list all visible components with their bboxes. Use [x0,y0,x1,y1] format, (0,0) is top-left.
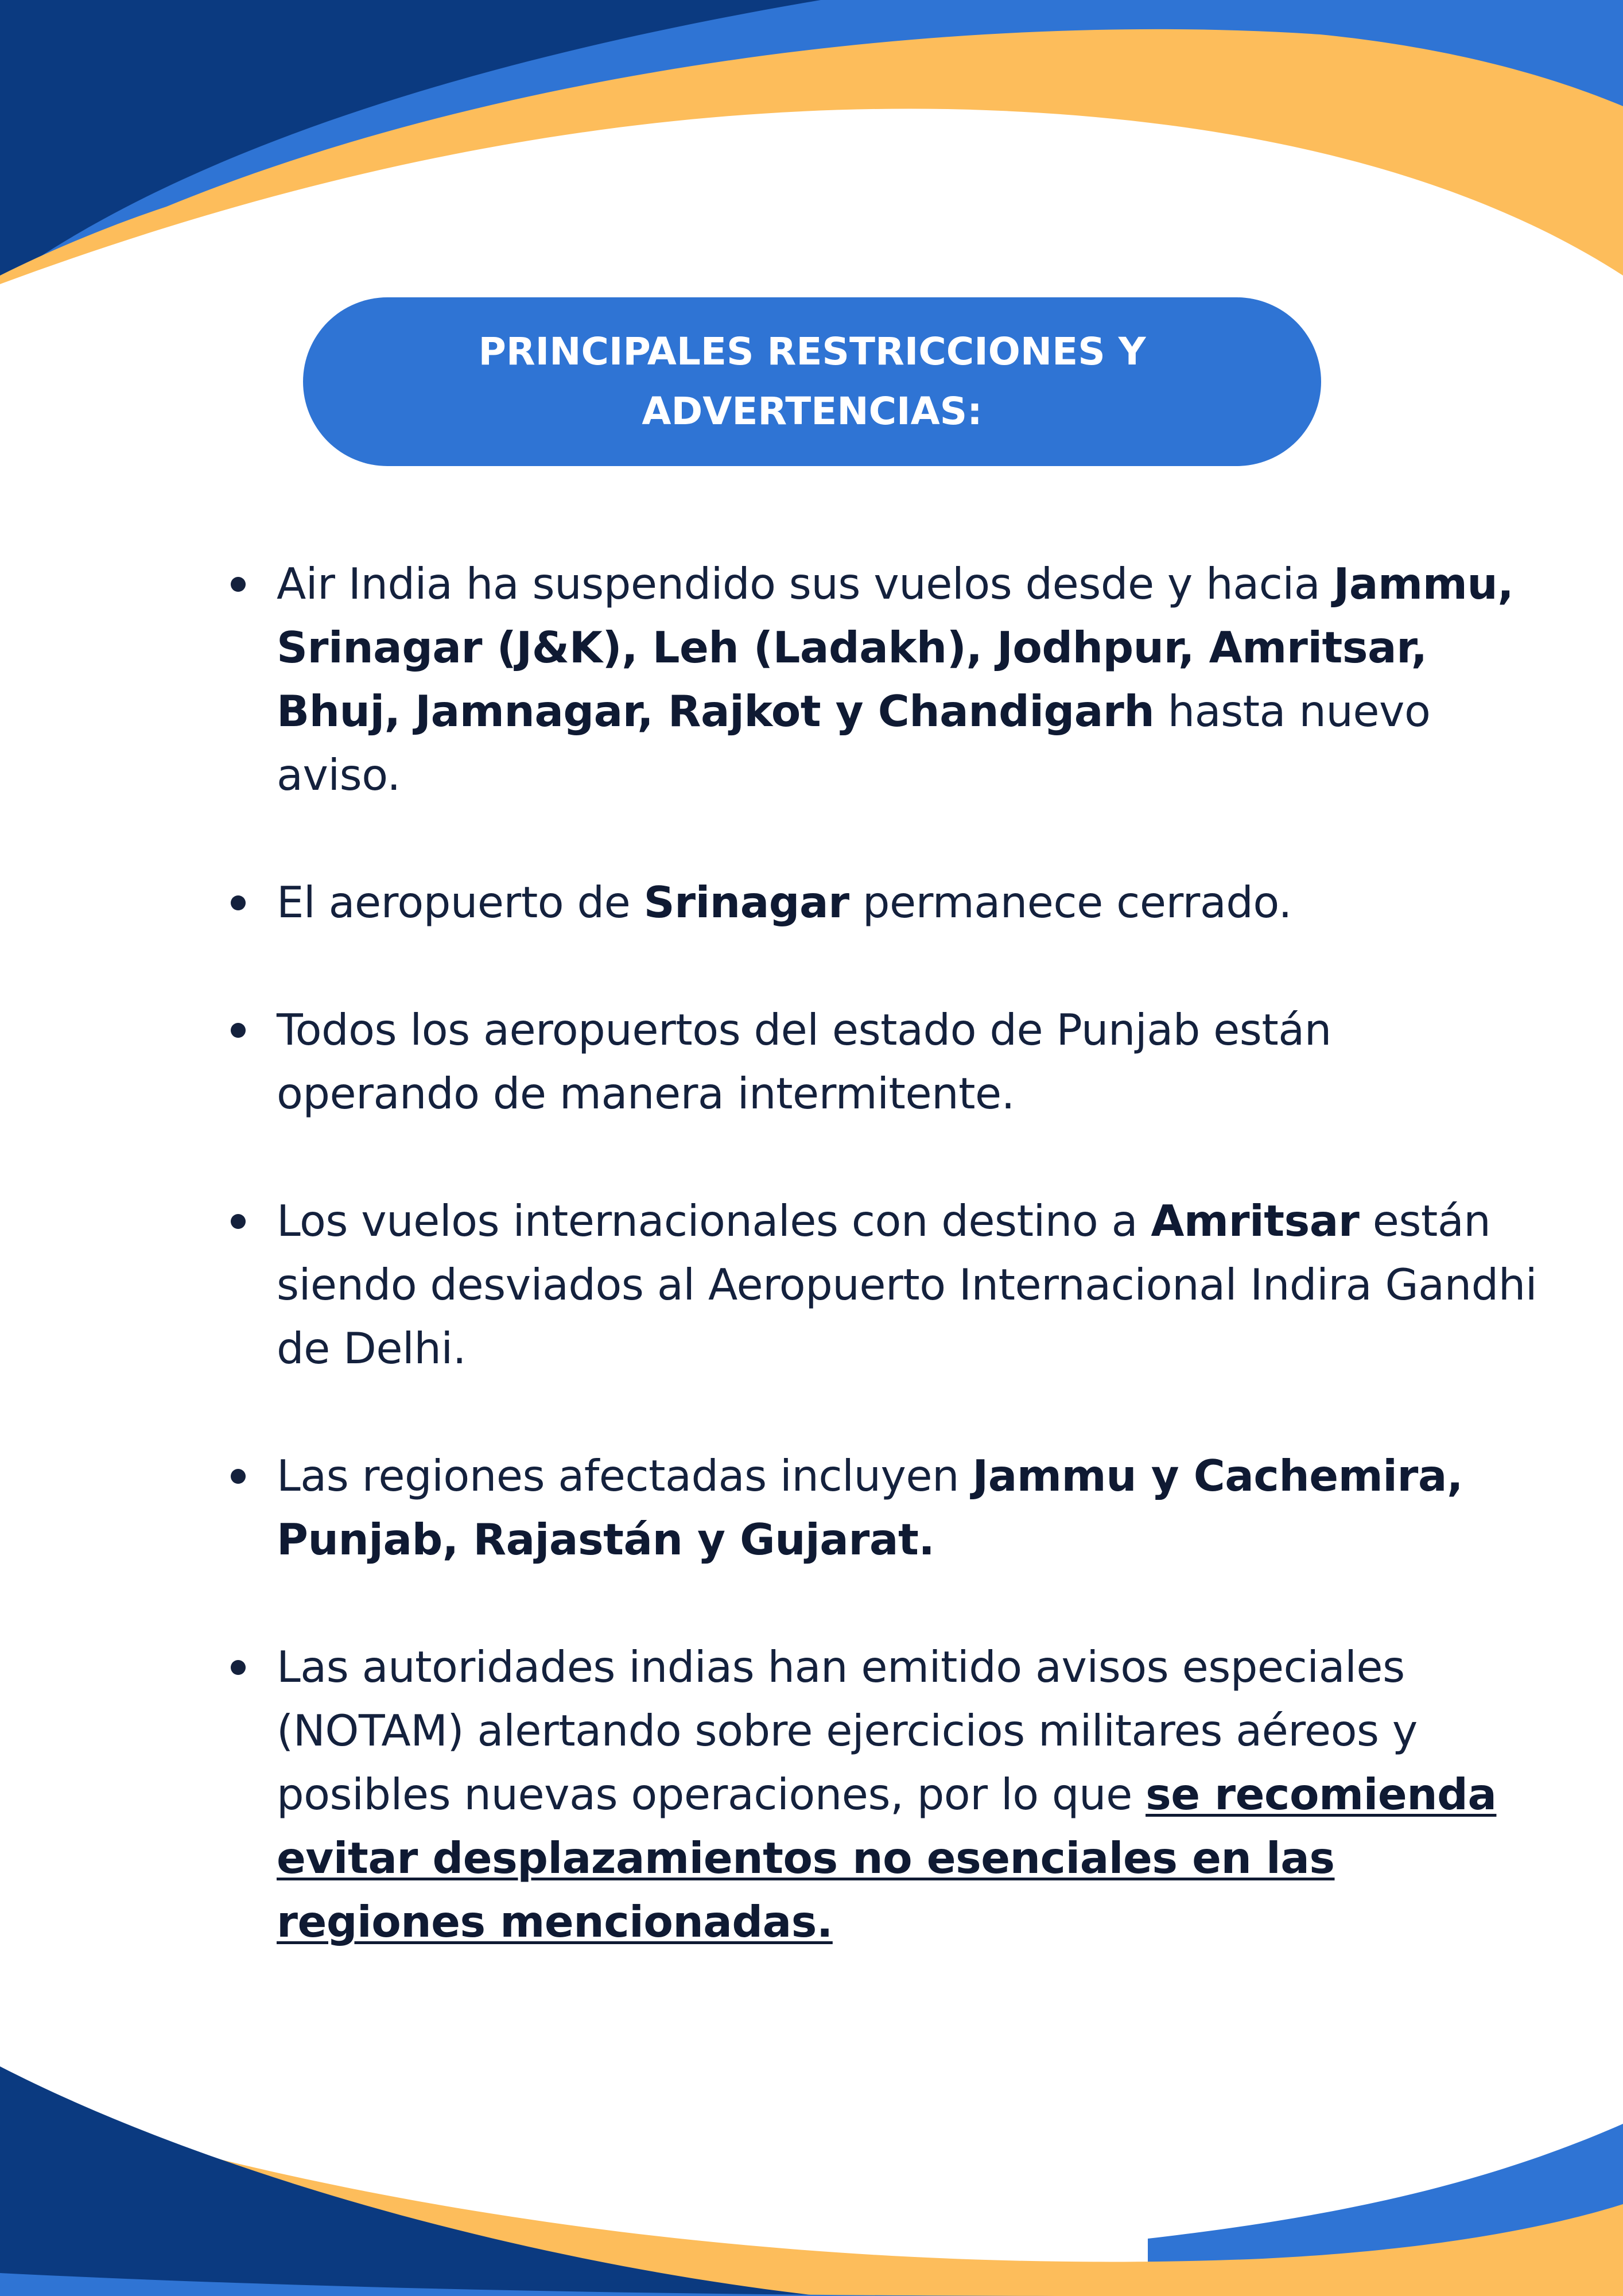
item-bold-text: Srinagar [643,877,849,928]
main-content [224,552,1544,2018]
item-text: están siendo desviados al Aeropuerto Internacional Indira Gandhi de Delhi. [277,1196,1537,1374]
item-text: Air India ha suspendido sus vuelos desde y hacia [277,559,1334,609]
list-item [224,998,1544,1126]
item-bold-text: Amritsar [1151,1196,1360,1246]
item-bold-text: Jammu, Srinagar (J&K), Leh (Ladakh), Jodhpur, Amritsar, Bhuj, Jamnagar, Rajkot y Chandigarh [277,559,1514,736]
item-text: Los vuelos internacionales con destino a [277,1196,1151,1246]
item-text: Las autoridades indias han emitido avisos especiales (NOTAM) alertando sobre ejercicios militares aéreos y posibles nuevas operaciones, por lo que [277,1642,1418,1820]
list-item [224,871,1544,934]
item-text: El aeropuerto de [277,877,644,928]
list-item [224,552,1544,807]
list-item [224,1189,1544,1380]
bottom-wave-decoration [0,2043,1623,2296]
item-text: hasta nuevo aviso. [277,686,1431,800]
list-item [224,1444,1544,1572]
header-pill [303,297,1321,466]
item-underlined-warning: se recomienda evitar desplazamientos no esenciales en las regiones mencionadas. [277,1769,1497,1947]
item-text: Todos los aeropuertos del estado de Punjab están operando de manera intermitente. [277,1004,1331,1119]
top-wave-decoration [0,0,1623,298]
page-title: PRINCIPALES RESTRICCIONES Y ADVERTENCIAS: [478,329,1146,433]
list-item [224,1635,1544,1954]
item-bold-text: Jammu y Cachemira, Punjab, Rajastán y Gujarat. [277,1450,1463,1565]
item-text: Las regiones afectadas incluyen [277,1450,973,1501]
item-text: permanece cerrado. [849,877,1292,928]
restrictions-list [224,552,1544,1954]
